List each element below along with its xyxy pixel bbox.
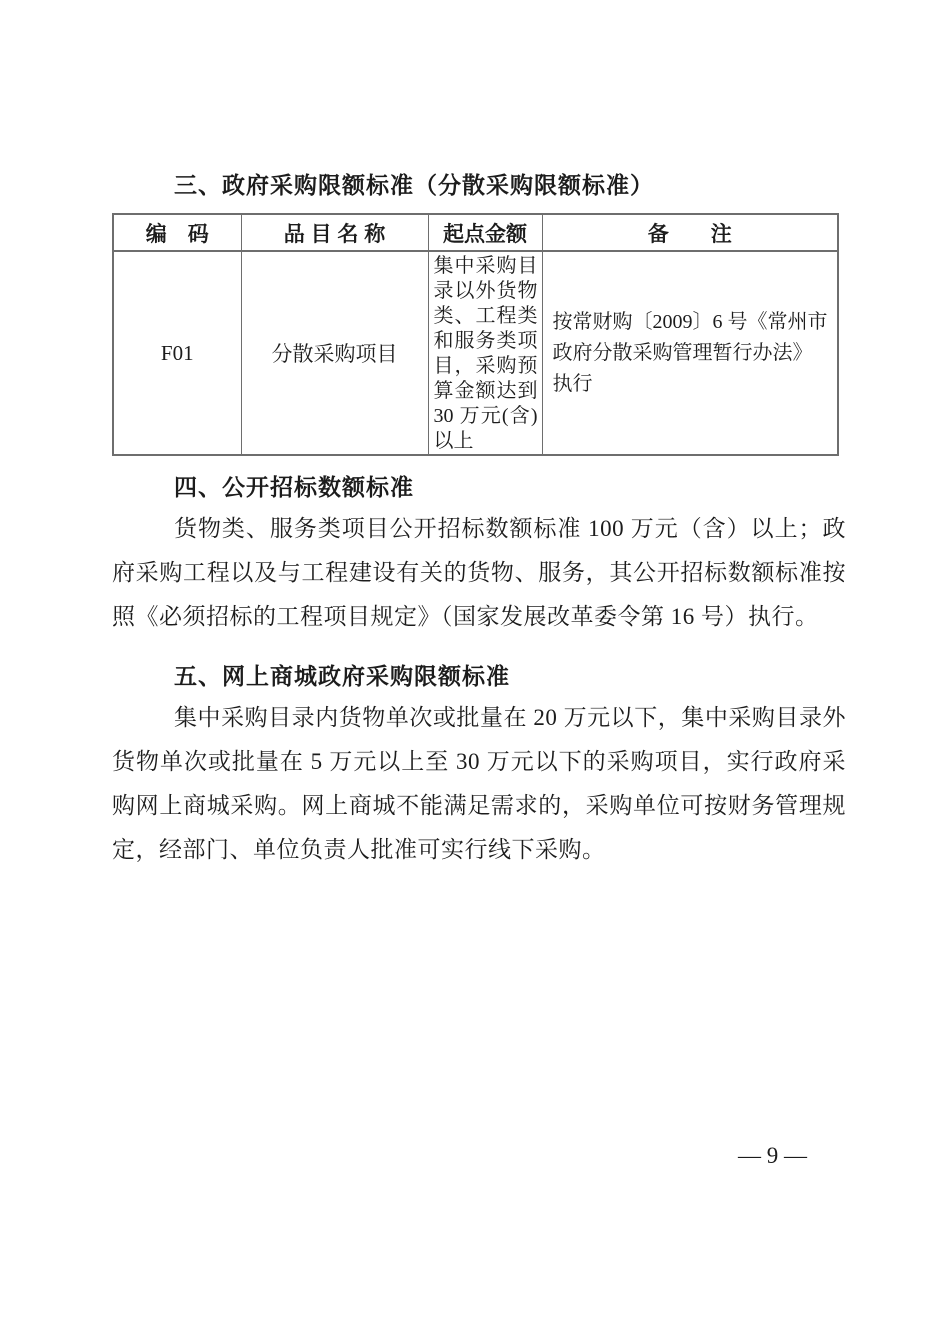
section5-heading: 五、网上商城政府采购限额标准 (174, 663, 510, 689)
table-header-item-name: 品 目 名 称 (241, 214, 428, 251)
cell-remark: 按常财购〔2009〕6 号《常州市政府分散采购管理暂行办法》执行 (542, 251, 838, 455)
cell-code: F01 (113, 251, 241, 455)
table-header-code: 编 码 (113, 214, 241, 251)
cell-threshold: 集中采购目录以外货物类、工程类和服务类项目，采购预算金额达到 30 万元(含)以上 (428, 251, 542, 455)
cell-item-name: 分散采购项目 (241, 251, 428, 455)
page-number: — 9 — (738, 1143, 807, 1168)
table-header-threshold: 起点金额 (428, 214, 542, 251)
section3-heading: 三、政府采购限额标准（分散采购限额标准） (174, 172, 654, 198)
section4-heading: 四、公开招标数额标准 (174, 474, 414, 500)
table-header-row (113, 214, 838, 251)
procurement-limit-table (112, 213, 839, 456)
section4-paragraph: 货物类、服务类项目公开招标数额标准 100 万元（含）以上；政府采购工程以及与工程建设有关的货物、服务，其公开招标数额标准按照《必须招标的工程项目规定》（国家发展改革委令第 16 号）执行。 (112, 516, 846, 629)
section5-paragraph: 集中采购目录内货物单次或批量在 20 万元以下，集中采购目录外货物单次或批量在 5 万元以上至 30 万元以下的采购项目，实行政府采购网上商城采购。网上商城不能满足需求的，采购单位可按财务管理规定，经部门、单位负责人批准可实行线下采购。 (112, 705, 846, 862)
table-row (113, 251, 838, 455)
table-header-remark: 备 注 (542, 214, 838, 251)
